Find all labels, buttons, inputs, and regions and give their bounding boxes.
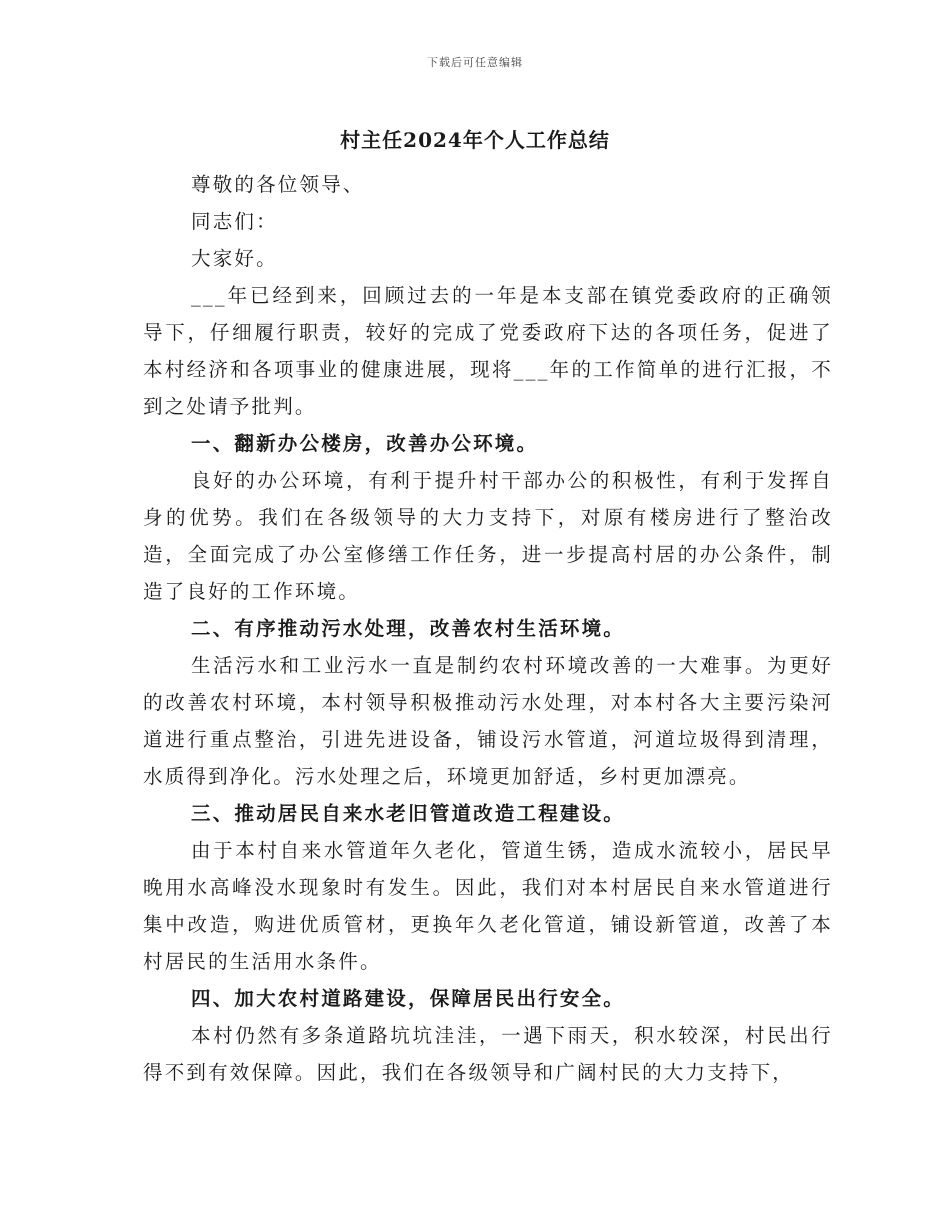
section-body-2: 生活污水和工业污水一直是制约农村环境改善的一大难事。为更好的改善农村环境，本村领导积极推动污水处理，对本村各大主要污染河道进行重点整治，引进先进设备，铺设污水管道，河道垃圾得到清理，水质得到净化。污水处理之后，环境更加舒适，乡村更加漂亮。	[143, 654, 833, 788]
section-heading-4: 四、加大农村道路建设，保障居民出行安全。	[191, 987, 626, 1010]
document-title: 村主任2024年个人工作总结	[340, 128, 610, 152]
section-heading-1: 一、翻新办公楼房，改善办公环境。	[191, 432, 539, 455]
section-heading-3: 三、推动居民自来水老旧管道改造工程建设。	[191, 802, 626, 825]
greeting-line-1: 尊敬的各位领导、	[191, 173, 365, 196]
intro-paragraph: ___年已经到来，回顾过去的一年是本支部在镇党委政府的正确领导下，仔细履行职责，较好的完成了党委政府下达的各项任务，促进了本村经济和各项事业的健康进展，现将___年的工作简单的进行汇报，不到之处请予批判。	[143, 284, 833, 418]
page-header-note: 下载后可任意编辑	[427, 56, 523, 69]
section-body-3: 由于本村自来水管道年久老化，管道生锈，造成水流较小，居民早晚用水高峰没水现象时有发生。因此，我们对本村居民自来水管道进行集中改造，购进优质管材，更换年久老化管道，铺设新管道，改善了本村居民的生活用水条件。	[143, 839, 833, 973]
greeting-line-3: 大家好。	[191, 247, 278, 270]
document-body	[143, 166, 833, 1091]
section-heading-2: 二、有序推动污水处理，改善农村生活环境。	[191, 617, 626, 640]
greeting-line-2: 同志们：	[191, 210, 278, 233]
section-body-1: 良好的办公环境，有利于提升村干部办公的积极性，有利于发挥自身的优势。我们在各级领导的大力支持下，对原有楼房进行了整治改造，全面完成了办公室修缮工作任务，进一步提高村居的办公条件，制造了良好的工作环境。	[143, 469, 833, 603]
section-body-4: 本村仍然有多条道路坑坑洼洼，一遇下雨天，积水较深，村民出行得不到有效保障。因此，我们在各级领导和广阔村民的大力支持下，	[143, 1024, 833, 1084]
